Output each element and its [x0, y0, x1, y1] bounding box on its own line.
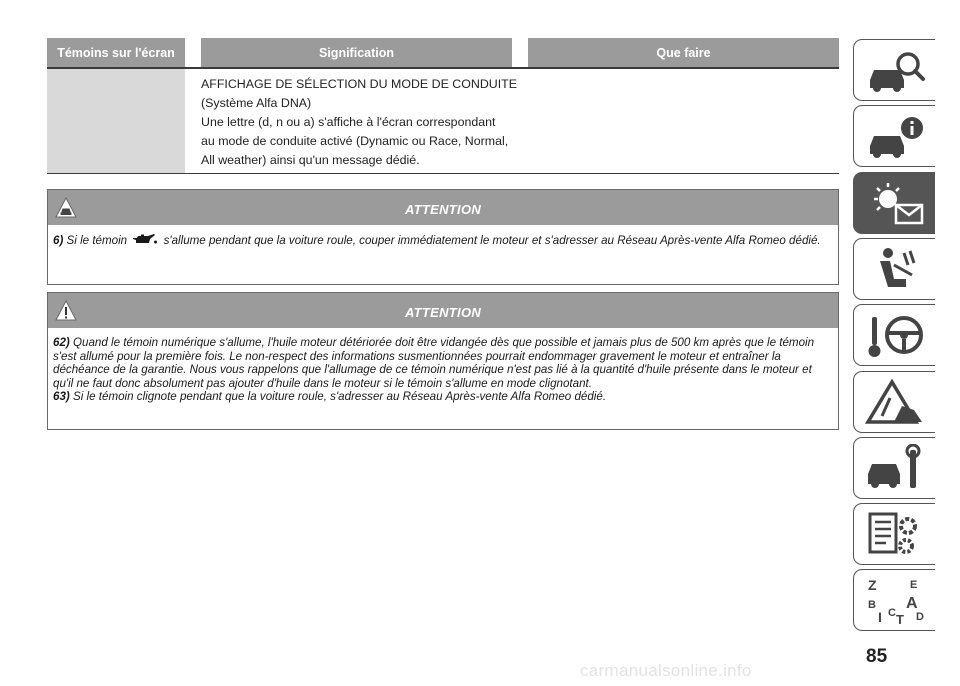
- car-wrench-icon: [864, 444, 928, 494]
- index-letter: B: [868, 599, 876, 611]
- table-header: [47, 38, 839, 68]
- specs-gear-icon: [864, 510, 928, 560]
- oil-pressure-icon: [132, 233, 158, 246]
- side-tab-technical-data[interactable]: [853, 503, 935, 565]
- column-header-indicators: Témoins sur l'écran: [47, 38, 185, 68]
- description-line: All weather) ainsi qu'un message dédié.: [201, 153, 420, 167]
- side-tab-index[interactable]: [853, 569, 935, 631]
- side-tab-emergency[interactable]: [853, 371, 935, 433]
- car-warning-icon: [54, 195, 78, 219]
- steering-key-icon: [864, 311, 928, 361]
- watermark: carmanualsonline.info: [580, 661, 752, 680]
- side-tab-car-info[interactable]: [853, 105, 935, 167]
- warning-body: [48, 328, 838, 404]
- warning-text: Si le témoin clignote pendant que la voiture roule, s'adresser au Réseau Après-vente Alfa Romeo dédié.: [73, 390, 607, 403]
- seat-airbag-icon: [864, 245, 928, 295]
- warning-box-engine-oil: [47, 292, 839, 430]
- warning-title: ATTENTION: [404, 305, 482, 320]
- warning-ref: 6): [53, 234, 64, 247]
- index-letter: E: [910, 579, 918, 591]
- index-letter: T: [896, 612, 904, 626]
- index-letter: A: [906, 595, 918, 612]
- warning-header: [48, 190, 838, 225]
- description-line: au mode de conduite activé (Dynamic ou Race, Normal,: [201, 134, 509, 148]
- warning-text-before: Si le témoin: [66, 234, 128, 247]
- road-hazard-icon: [864, 378, 928, 428]
- side-tab-car-search[interactable]: [853, 39, 935, 101]
- car-info-icon: [864, 112, 928, 162]
- index-letters-icon: [864, 576, 928, 626]
- warning-text-after: s'allume pendant que la voiture roule, couper immédiatement le moteur et s'adresser au Réseau Après-vente Alfa Romeo dédié.: [163, 234, 821, 247]
- side-tab-start-driving[interactable]: [853, 304, 935, 366]
- description-line: (Système Alfa DNA): [201, 96, 312, 110]
- warning-body: [48, 225, 838, 248]
- index-letter: Z: [868, 577, 877, 593]
- side-tab-safety[interactable]: [853, 238, 935, 300]
- warning-text: Quand le témoin numérique s'allume, l'huile moteur détériorée doit être vidangée dès que possible et jamais plus de 500 km après que le témoin s'est allumé pour la première fois. Le non-respect des informations susmentionnées pourrait endommager gravement le moteur et entraîner la déchéance de la garantie. Nous vous rappelons que l'allumage de ce témoin numérique n'est pas lié à la quantité d'huile présente dans le moteur et qu'il ne faut donc absolument pas ajouter d'huile dans le moteur si le témoin s'allume en mode clignotant.: [53, 336, 815, 390]
- index-letter: C: [888, 607, 896, 619]
- warning-ref: 63): [53, 390, 70, 403]
- warning-box-oil: [47, 189, 839, 285]
- description-line: Une lettre (d, n ou a) s'affiche à l'écran correspondant: [201, 115, 496, 129]
- page-number: 85: [866, 646, 888, 667]
- table-row-description: [201, 75, 521, 170]
- description-line: AFFICHAGE DE SÉLECTION DU MODE DE CONDUITE: [201, 77, 517, 91]
- column-header-action: Que faire: [528, 38, 839, 68]
- side-tab-warning-lights[interactable]: [853, 172, 935, 234]
- table-row-indicator-cell: [47, 69, 185, 173]
- column-header-meaning: Signification: [201, 38, 512, 68]
- triangle-warning-icon: [54, 298, 78, 322]
- warning-light-message-icon: [864, 179, 928, 229]
- index-letter: D: [916, 611, 924, 623]
- table-row-rule: [47, 173, 839, 174]
- warning-title: ATTENTION: [404, 202, 482, 217]
- warning-header: [48, 293, 838, 328]
- side-tab-maintenance[interactable]: [853, 437, 935, 499]
- warning-ref: 62): [53, 336, 70, 349]
- index-letter: I: [878, 609, 882, 625]
- car-search-icon: [864, 46, 928, 96]
